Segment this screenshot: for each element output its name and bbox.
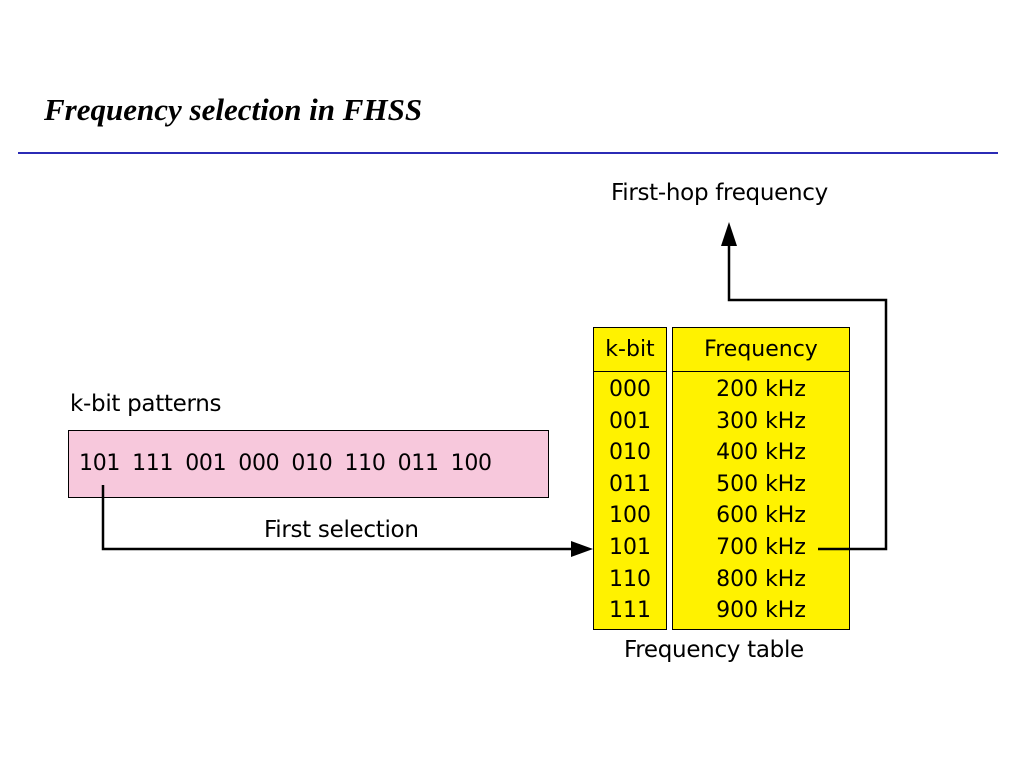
- kbit-cell: 001: [609, 408, 651, 434]
- kbit-cell: 111: [609, 598, 651, 624]
- frequency-cell: 800 kHz: [716, 566, 806, 592]
- frequency-cell: 200 kHz: [716, 377, 806, 402]
- pattern-item: 010: [291, 451, 333, 476]
- frequency-header: Frequency: [673, 328, 849, 372]
- kbit-cell: 100: [609, 503, 651, 529]
- frequency-cell: 900 kHz: [716, 598, 806, 624]
- first-selection-arrow: [103, 485, 588, 549]
- frequency-cell: 300 kHz: [716, 408, 806, 434]
- pattern-item: 000: [238, 451, 280, 476]
- kbit-cell: 110: [609, 566, 651, 592]
- pattern-item: 100: [450, 451, 492, 476]
- table-caption: Frequency table: [624, 637, 804, 663]
- pattern-item: 101: [79, 451, 121, 476]
- first-hop-label: First-hop frequency: [611, 180, 828, 206]
- frequency-cell: 700 kHz: [716, 534, 806, 560]
- frequency-cell: 500 kHz: [716, 471, 806, 497]
- kbit-cell: 000: [609, 377, 651, 402]
- kbit-cell: 010: [609, 440, 651, 466]
- kbit-cell: 011: [609, 471, 651, 497]
- kbit-cell: 101: [609, 534, 651, 560]
- first-hop-arrowhead: [721, 222, 737, 246]
- page-title: Frequency selection in FHSS: [44, 92, 423, 127]
- first-selection-label: First selection: [264, 517, 419, 543]
- pattern-item: 001: [185, 451, 227, 476]
- pattern-item: 011: [397, 451, 439, 476]
- first-selection-arrowhead: [571, 541, 593, 557]
- first-hop-arrow: [729, 240, 886, 549]
- pattern-item: 110: [344, 451, 386, 476]
- patterns-label: k-bit patterns: [70, 391, 222, 417]
- frequency-cell: 400 kHz: [716, 440, 806, 466]
- pattern-item: 111: [132, 451, 174, 476]
- kbit-header: k-bit: [594, 328, 666, 372]
- frequency-cell: 600 kHz: [716, 503, 806, 529]
